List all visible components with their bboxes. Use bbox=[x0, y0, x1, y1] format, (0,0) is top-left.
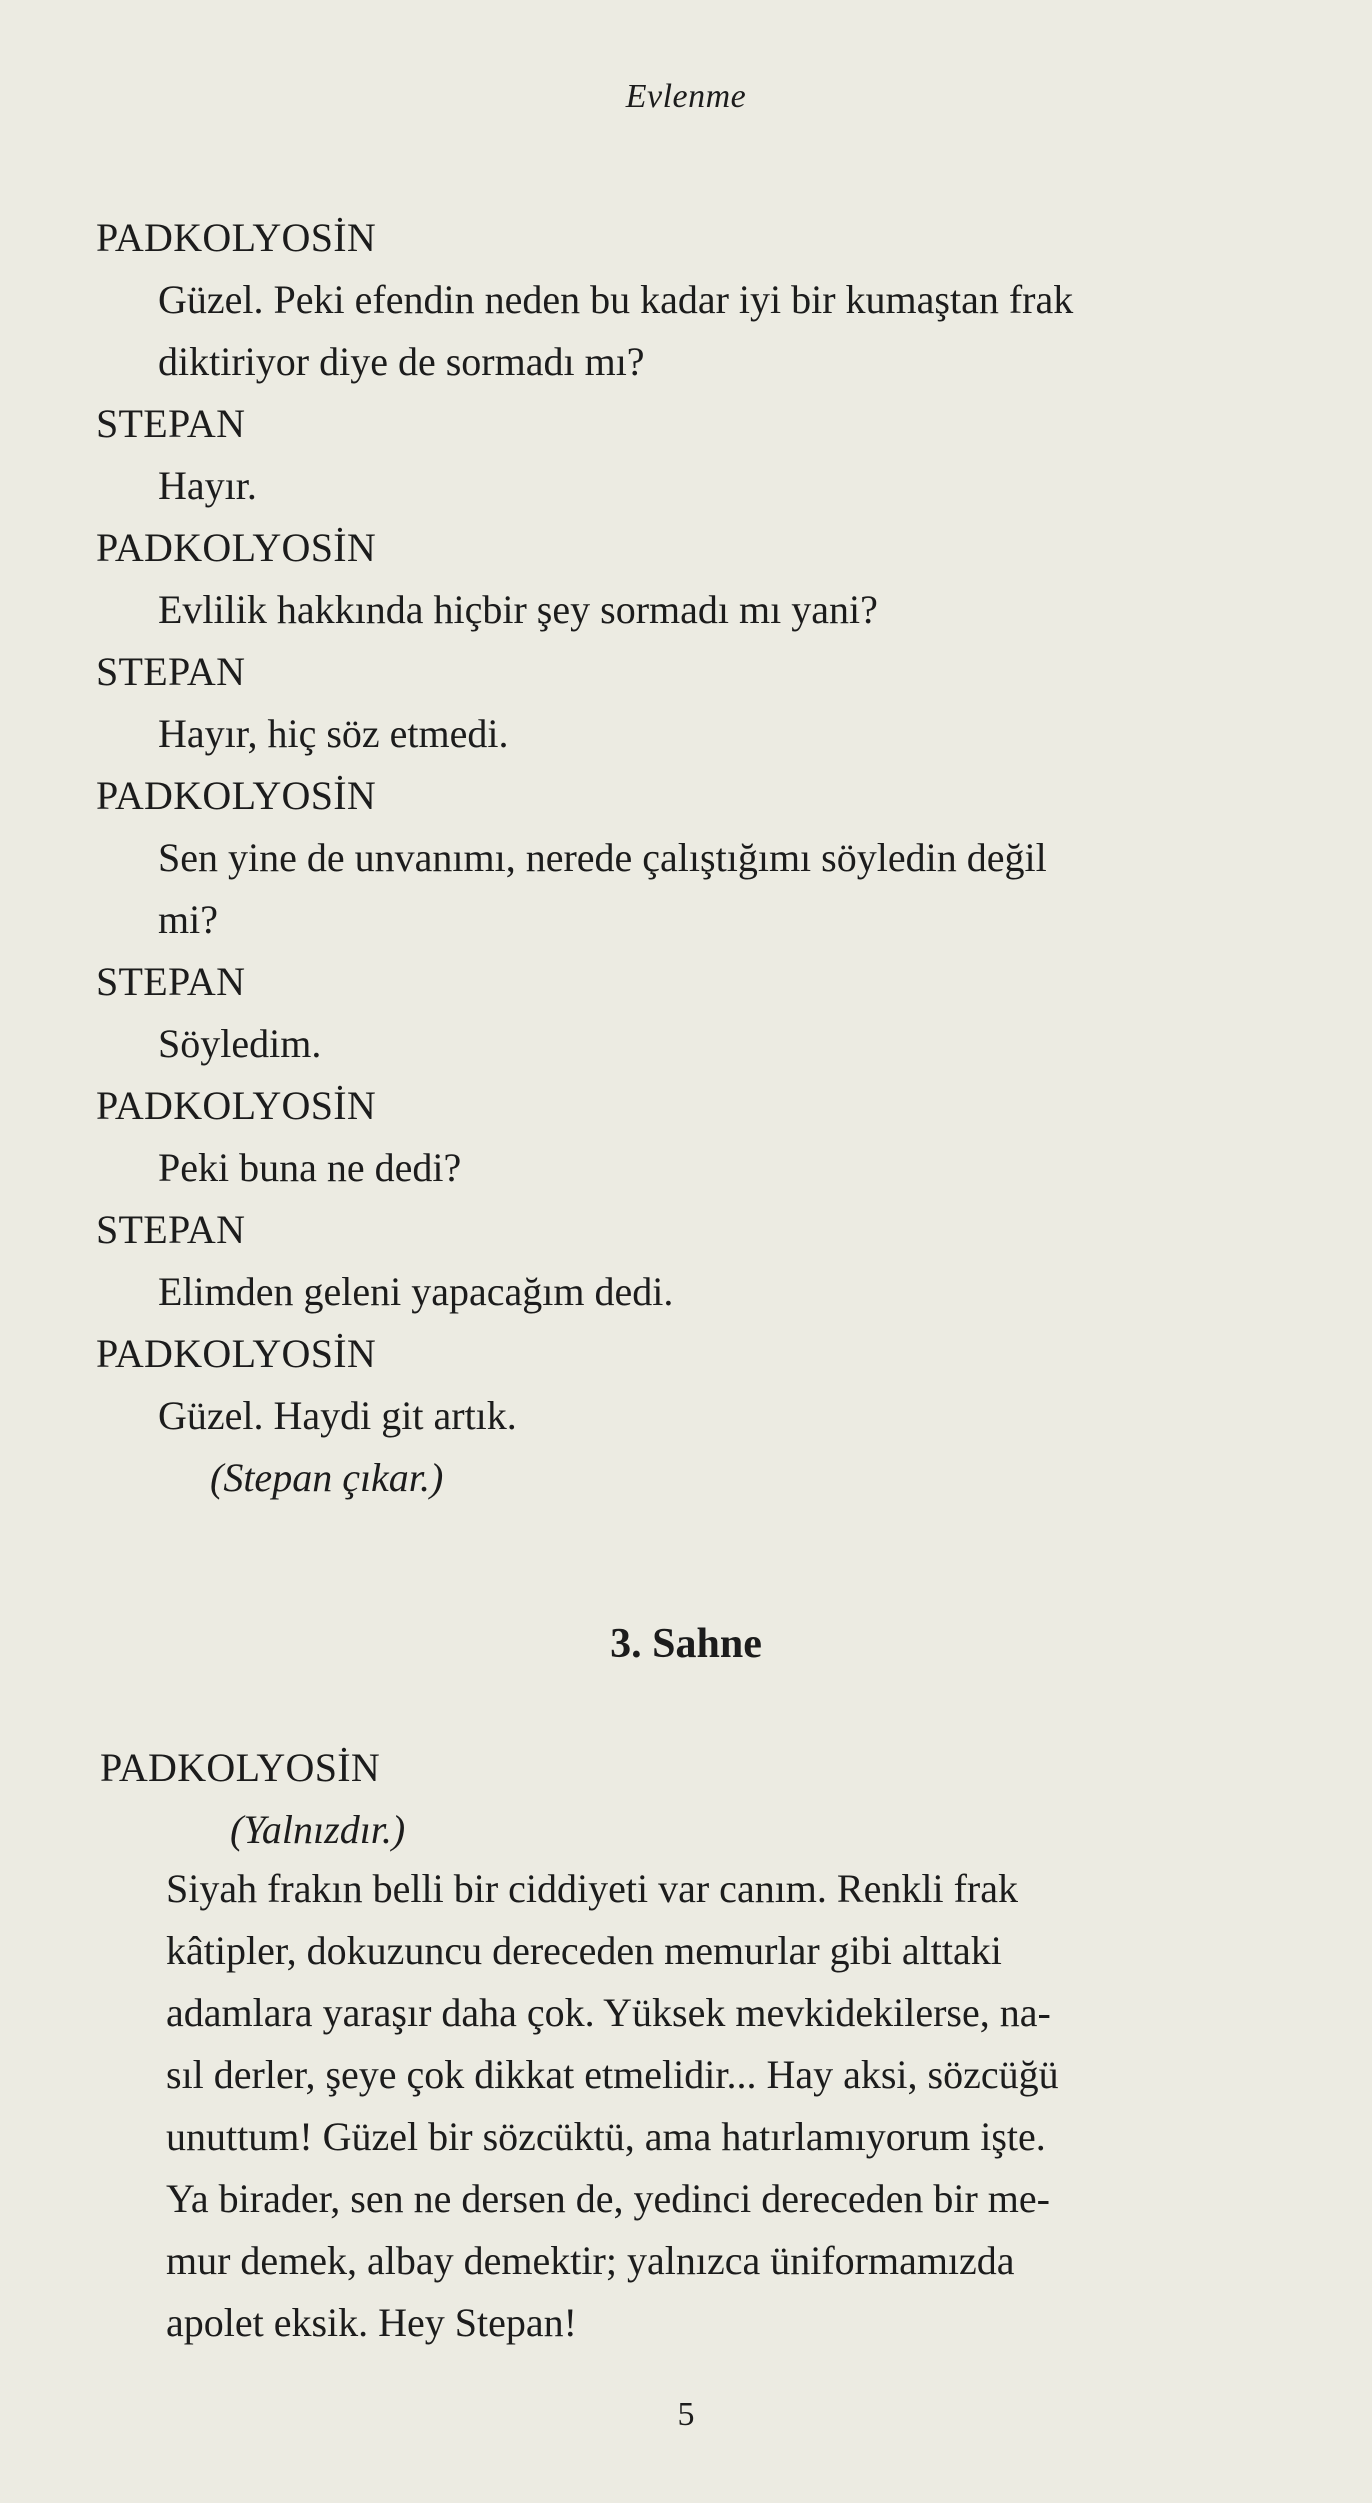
speaker-name: PADKOLYOSİN bbox=[96, 1083, 377, 1128]
speech-line: Güzel. Haydi git artık. bbox=[158, 1393, 517, 1438]
speaker-name: STEPAN bbox=[96, 1207, 246, 1252]
speech-line: Hayır, hiç söz etmedi. bbox=[158, 711, 509, 756]
scene-title: 3. Sahne bbox=[610, 1621, 762, 1667]
speaker-name: PADKOLYOSİN bbox=[100, 1745, 381, 1790]
paragraph-line: kâtipler, dokuzuncu dereceden memurlar gibi alttaki bbox=[166, 1928, 1002, 1973]
speaker-name: STEPAN bbox=[96, 649, 246, 694]
speech-line: diktiriyor diye de sormadı mı? bbox=[158, 339, 645, 384]
paragraph-line: apolet eksik. Hey Stepan! bbox=[166, 2300, 577, 2345]
paragraph-line: Siyah frakın belli bir ciddiyeti var canım. Renkli frak bbox=[166, 1866, 1018, 1911]
stage-direction: (Yalnızdır.) bbox=[230, 1807, 406, 1852]
speaker-name: STEPAN bbox=[96, 401, 246, 446]
paragraph-line: sıl derler, şeye çok dikkat etmelidir... Hay aksi, sözcüğü bbox=[166, 2052, 1059, 2097]
page-number: 5 bbox=[677, 2396, 695, 2433]
speech-line: Peki buna ne dedi? bbox=[158, 1145, 462, 1190]
paragraph-line: mur demek, albay demektir; yalnızca üniformamızda bbox=[166, 2238, 1015, 2283]
speaker-name: PADKOLYOSİN bbox=[96, 1331, 377, 1376]
stage-direction: (Stepan çıkar.) bbox=[210, 1455, 444, 1500]
speech-line: Hayır. bbox=[158, 463, 257, 508]
paragraph-line: Ya birader, sen ne dersen de, yedinci dereceden bir me- bbox=[166, 2176, 1050, 2221]
running-header: Evlenme bbox=[625, 78, 747, 115]
speech-line: Sen yine de unvanımı, nerede çalıştığımı söyledin değil bbox=[158, 835, 1047, 880]
speaker-name: STEPAN bbox=[96, 959, 246, 1004]
speaker-name: PADKOLYOSİN bbox=[96, 773, 377, 818]
speech-line: mi? bbox=[158, 897, 218, 942]
speech-line: Söyledim. bbox=[158, 1021, 322, 1066]
speech-line: Evlilik hakkında hiçbir şey sormadı mı yani? bbox=[158, 587, 878, 632]
speech-line: Elimden geleni yapacağım dedi. bbox=[158, 1269, 674, 1314]
paragraph-line: adamlara yaraşır daha çok. Yüksek mevkidekilerse, na- bbox=[166, 1990, 1051, 2035]
speech-line: Güzel. Peki efendin neden bu kadar iyi bir kumaştan frak bbox=[158, 277, 1074, 322]
paragraph-line: unuttum! Güzel bir sözcüktü, ama hatırlamıyorum işte. bbox=[166, 2114, 1046, 2159]
monologue-paragraph bbox=[166, 1858, 1242, 2354]
speaker-name: PADKOLYOSİN bbox=[96, 525, 377, 570]
speaker-name: PADKOLYOSİN bbox=[96, 215, 377, 260]
